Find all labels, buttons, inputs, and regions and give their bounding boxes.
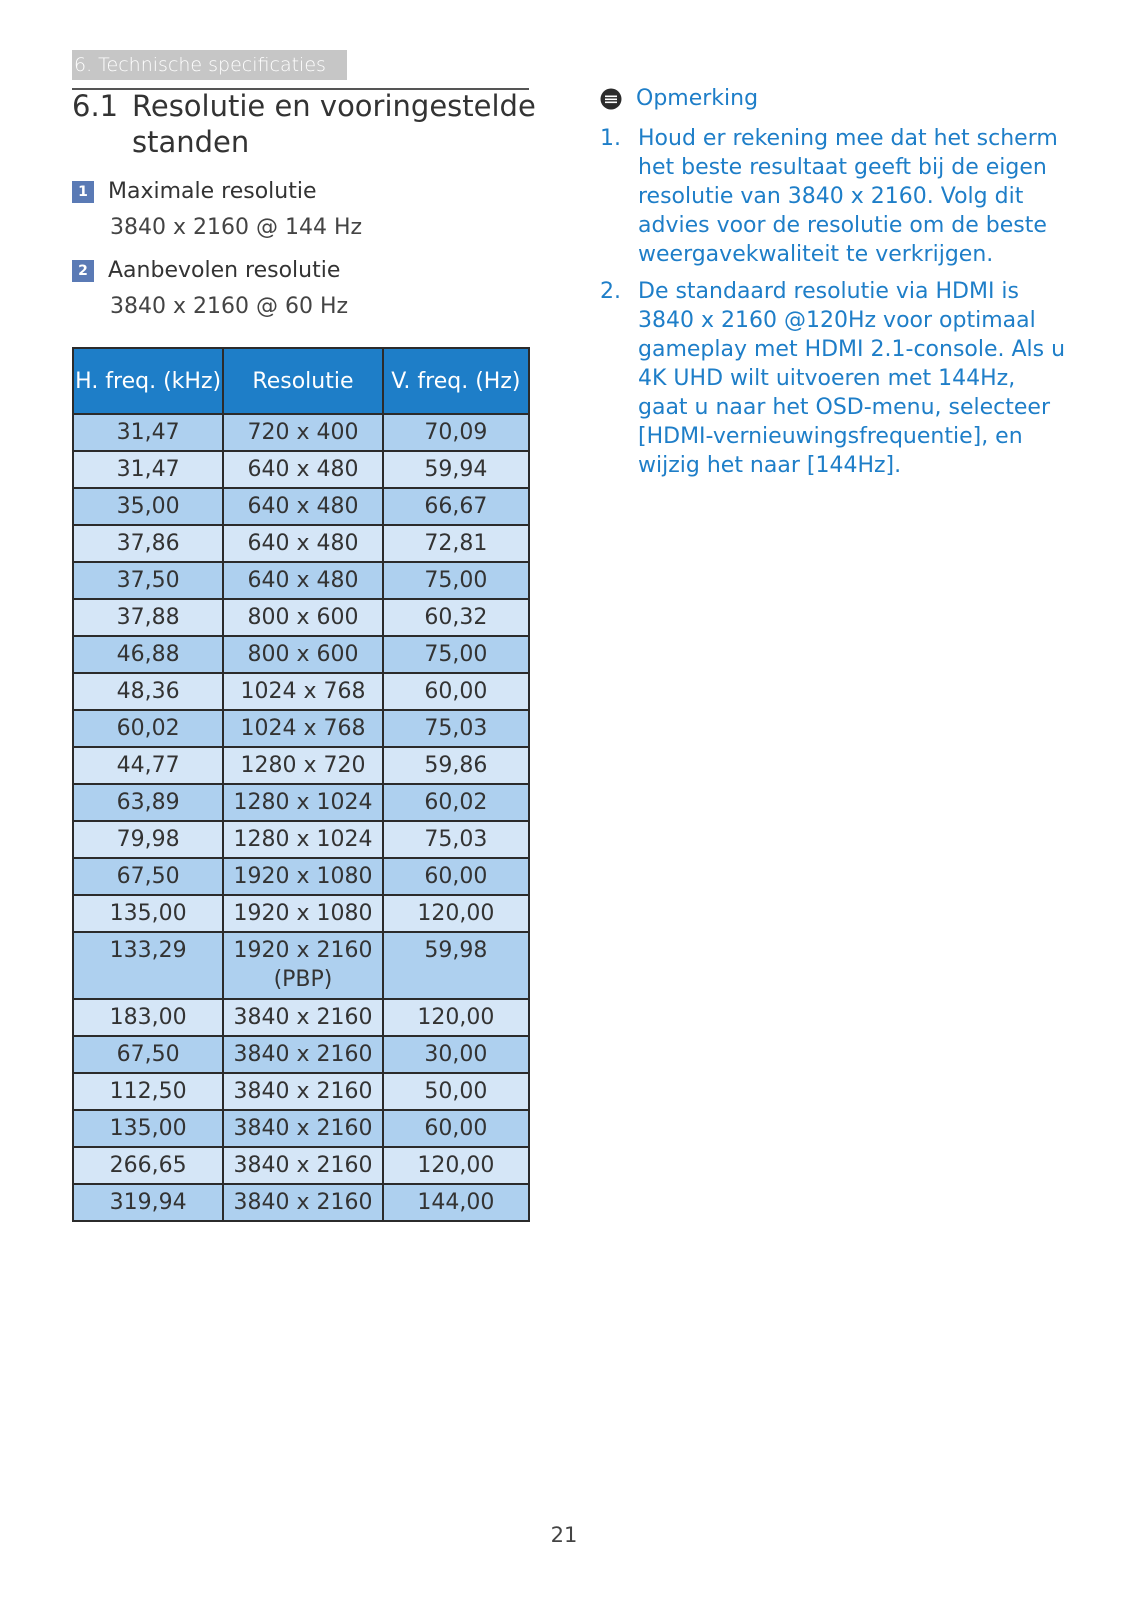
section-title xyxy=(72,88,542,160)
cell-hfreq: 67,50 xyxy=(73,1036,223,1073)
cell-hfreq: 46,88 xyxy=(73,636,223,673)
recommended-resolution-value: 3840 x 2160 @ 60 Hz xyxy=(110,294,349,319)
cell-resolution: 3840 x 2160 xyxy=(223,1184,382,1221)
cell-resolution: 1280 x 1024 xyxy=(223,821,382,858)
cell-resolution: 1024 x 768 xyxy=(223,673,382,710)
table-row xyxy=(73,451,529,488)
cell-hfreq: 35,00 xyxy=(73,488,223,525)
cell-hfreq: 31,47 xyxy=(73,414,223,451)
cell-hfreq: 37,88 xyxy=(73,599,223,636)
cell-vfreq: 120,00 xyxy=(383,895,529,932)
table-row xyxy=(73,1110,529,1147)
cell-hfreq: 112,50 xyxy=(73,1073,223,1110)
table-row xyxy=(73,562,529,599)
table-row xyxy=(73,488,529,525)
table-row xyxy=(73,1036,529,1073)
note-item-text: De standaard resolutie via HDMI is 3840 x 2160 @120Hz voor optimaal gameplay met HDMI 2.1-console. Als u 4K UHD wilt uitvoeren met 144Hz, gaat u naar het OSD-menu, selecteer [HDMI-vernieuwingsfrequentie], en wijzig het naar [144Hz]. xyxy=(638,279,1066,478)
badge-2: 2 xyxy=(72,260,94,282)
cell-resolution: 640 x 480 xyxy=(223,562,382,599)
cell-vfreq: 144,00 xyxy=(383,1184,529,1221)
cell-hfreq: 63,89 xyxy=(73,784,223,821)
note-title: Opmerking xyxy=(636,86,759,111)
table-row xyxy=(73,932,529,999)
cell-hfreq: 44,77 xyxy=(73,747,223,784)
cell-vfreq: 70,09 xyxy=(383,414,529,451)
cell-resolution: 1920 x 1080 xyxy=(223,858,382,895)
cell-hfreq: 133,29 xyxy=(73,932,223,999)
cell-resolution: 3840 x 2160 xyxy=(223,999,382,1036)
cell-vfreq: 120,00 xyxy=(383,999,529,1036)
cell-resolution: 1920 x 1080 xyxy=(223,895,382,932)
page-number: 21 xyxy=(550,1523,578,1547)
cell-resolution: 3840 x 2160 xyxy=(223,1110,382,1147)
note-icon xyxy=(600,88,622,110)
cell-resolution: 800 x 600 xyxy=(223,599,382,636)
resolution-table xyxy=(72,347,530,1222)
cell-resolution: 640 x 480 xyxy=(223,451,382,488)
cell-vfreq: 75,03 xyxy=(383,821,529,858)
table-row xyxy=(73,747,529,784)
cell-resolution: 3840 x 2160 xyxy=(223,1073,382,1110)
cell-vfreq: 60,02 xyxy=(383,784,529,821)
cell-hfreq: 48,36 xyxy=(73,673,223,710)
cell-resolution: 3840 x 2160 xyxy=(223,1036,382,1073)
table-row xyxy=(73,710,529,747)
cell-hfreq: 319,94 xyxy=(73,1184,223,1221)
table-row xyxy=(73,1184,529,1221)
max-resolution-value: 3840 x 2160 @ 144 Hz xyxy=(110,215,363,240)
table-row xyxy=(73,858,529,895)
cell-vfreq: 75,00 xyxy=(383,636,529,673)
note-item-text: Houd er rekening mee dat het scherm het beste resultaat geeft bij de eigen resolutie van 3840 x 2160. Volg dit advies voor de resolutie om de beste weergavekwaliteit te verkrijgen. xyxy=(638,126,1058,267)
cell-vfreq: 30,00 xyxy=(383,1036,529,1073)
table-row xyxy=(73,895,529,932)
cell-resolution: 640 x 480 xyxy=(223,525,382,562)
cell-resolution: 3840 x 2160 xyxy=(223,1147,382,1184)
table-header-row xyxy=(73,348,529,414)
table-row xyxy=(73,673,529,710)
header-vfreq: V. freq. (Hz) xyxy=(383,348,529,414)
cell-vfreq: 60,32 xyxy=(383,599,529,636)
cell-resolution: 800 x 600 xyxy=(223,636,382,673)
cell-hfreq: 67,50 xyxy=(73,858,223,895)
header-hfreq: H. freq. (kHz) xyxy=(73,348,223,414)
recommended-resolution-heading xyxy=(72,258,340,283)
note-item-number: 2. xyxy=(600,279,621,304)
cell-hfreq: 183,00 xyxy=(73,999,223,1036)
chapter-tab: 6. Technische specificaties xyxy=(72,50,347,80)
cell-resolution: 1024 x 768 xyxy=(223,710,382,747)
cell-hfreq: 60,02 xyxy=(73,710,223,747)
cell-vfreq: 60,00 xyxy=(383,673,529,710)
cell-vfreq: 75,03 xyxy=(383,710,529,747)
table-row xyxy=(73,999,529,1036)
section-title-text: Resolutie en vooringestelde standen xyxy=(132,89,536,159)
cell-vfreq: 66,67 xyxy=(383,488,529,525)
cell-vfreq: 60,00 xyxy=(383,1110,529,1147)
cell-resolution: 640 x 480 xyxy=(223,488,382,525)
cell-hfreq: 135,00 xyxy=(73,895,223,932)
cell-hfreq: 37,50 xyxy=(73,562,223,599)
table-row xyxy=(73,599,529,636)
note-list xyxy=(600,124,1070,488)
cell-vfreq: 59,86 xyxy=(383,747,529,784)
table-row xyxy=(73,414,529,451)
table-row xyxy=(73,1073,529,1110)
cell-vfreq: 60,00 xyxy=(383,858,529,895)
cell-vfreq: 59,98 xyxy=(383,932,529,999)
cell-vfreq: 75,00 xyxy=(383,562,529,599)
cell-hfreq: 135,00 xyxy=(73,1110,223,1147)
section-number: 6.1 xyxy=(72,89,119,123)
table-row xyxy=(73,1147,529,1184)
header-resolution: Resolutie xyxy=(223,348,382,414)
recommended-resolution-label: Aanbevolen resolutie xyxy=(108,258,341,283)
cell-resolution: 1920 x 2160 (PBP) xyxy=(223,932,382,999)
cell-hfreq: 79,98 xyxy=(73,821,223,858)
max-resolution-label: Maximale resolutie xyxy=(108,179,317,204)
note-item-number: 1. xyxy=(600,126,621,151)
note-heading xyxy=(600,86,758,111)
table-row xyxy=(73,821,529,858)
table-row xyxy=(73,525,529,562)
cell-vfreq: 120,00 xyxy=(383,1147,529,1184)
cell-hfreq: 31,47 xyxy=(73,451,223,488)
table-row xyxy=(73,784,529,821)
cell-hfreq: 37,86 xyxy=(73,525,223,562)
cell-vfreq: 50,00 xyxy=(383,1073,529,1110)
max-resolution-heading xyxy=(72,179,317,204)
table-row xyxy=(73,636,529,673)
cell-vfreq: 72,81 xyxy=(383,525,529,562)
cell-hfreq: 266,65 xyxy=(73,1147,223,1184)
cell-resolution: 1280 x 720 xyxy=(223,747,382,784)
cell-vfreq: 59,94 xyxy=(383,451,529,488)
badge-1: 1 xyxy=(72,181,94,203)
cell-resolution: 720 x 400 xyxy=(223,414,382,451)
note-item xyxy=(600,277,1070,480)
cell-resolution: 1280 x 1024 xyxy=(223,784,382,821)
note-item xyxy=(600,124,1070,269)
